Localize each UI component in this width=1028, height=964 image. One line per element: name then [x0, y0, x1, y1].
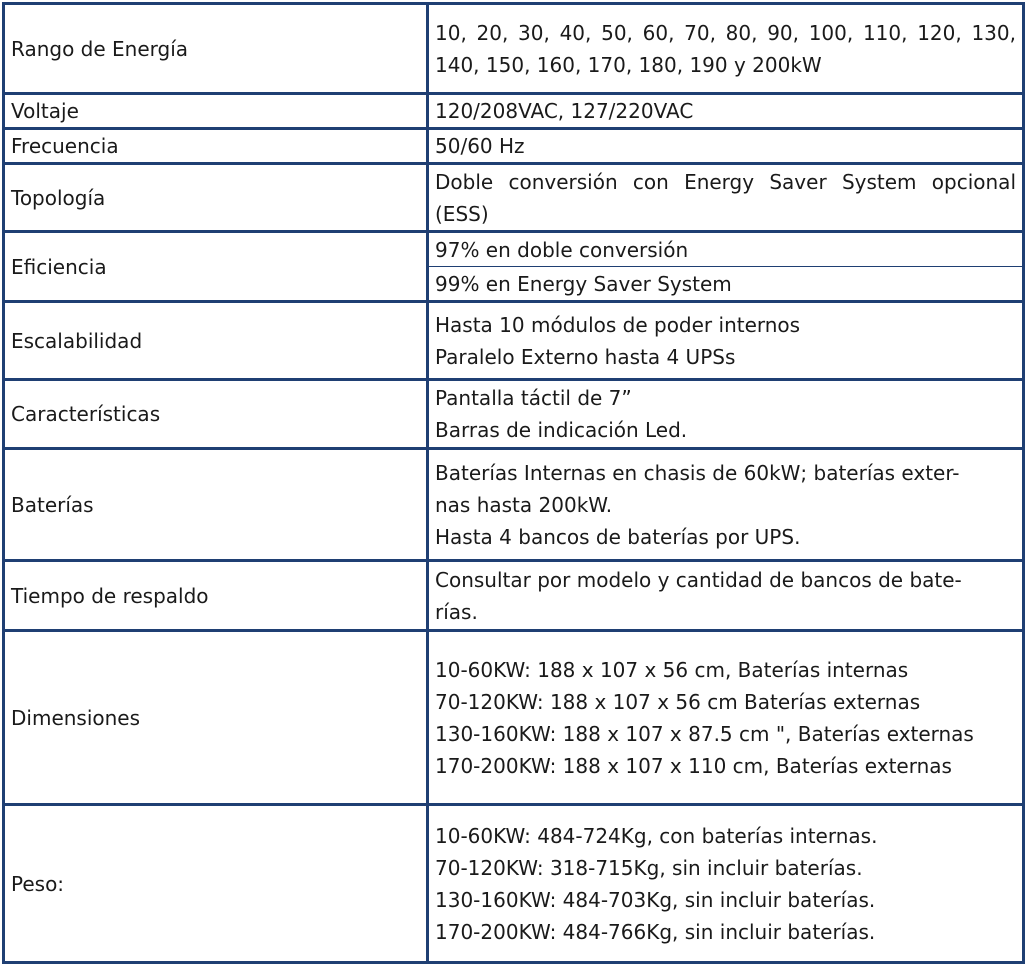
row-label: Topología — [4, 164, 428, 232]
value-line: Barras de indicación Led. — [435, 418, 688, 442]
row-label: Escalabilidad — [4, 302, 428, 380]
row-label: Frecuencia — [4, 129, 428, 164]
value-line: 70-120KW: 188 x 107 x 56 cm Baterías externas — [435, 689, 921, 714]
row-label: Eficiencia — [4, 232, 428, 302]
value-line: 70-120KW: 318-715Kg, sin incluir baterías. — [435, 855, 863, 880]
row-value: 99% en Energy Saver System — [428, 267, 1024, 302]
row-value — [428, 805, 1024, 963]
row-value — [428, 380, 1024, 449]
value-line: 130-160KW: 484-703Kg, sin incluir baterías. — [435, 887, 876, 912]
value-line: 170-200KW: 188 x 107 x 110 cm, Baterías externas — [435, 753, 952, 778]
row-label: Rango de Energía — [4, 4, 428, 94]
row-value: 10, 20, 30, 40, 50, 60, 70, 80, 90, 100, 110, 120, 130, 140, 150, 160, 170, 180, 190 y 200kW — [428, 4, 1024, 94]
row-label: Voltaje — [4, 94, 428, 129]
table-row-rango — [4, 4, 1024, 94]
table-row-dimensiones — [4, 631, 1024, 805]
value-line: 130-160KW: 188 x 107 x 87.5 cm ", Baterías externas — [435, 721, 974, 746]
row-value: 50/60 Hz — [428, 129, 1024, 164]
table-row-escalabilidad — [4, 302, 1024, 380]
row-value — [428, 449, 1024, 561]
table-row-tiempo-respaldo — [4, 561, 1024, 631]
row-label: Características — [4, 380, 428, 449]
value-line: Hasta 4 bancos de baterías por UPS. — [435, 524, 801, 549]
value-line: Consultar por modelo y cantidad de bancos de bate- — [435, 567, 962, 592]
value-line: rías. — [435, 599, 478, 624]
value-line: Pantalla táctil de 7” — [435, 386, 632, 410]
row-value — [428, 631, 1024, 805]
row-value: 97% en doble conversión — [428, 232, 1024, 267]
row-value — [428, 302, 1024, 380]
table-row-peso — [4, 805, 1024, 963]
value-line: Paralelo Externo hasta 4 UPSs — [435, 344, 736, 369]
row-value: Doble conversión con Energy Saver System opcional (ESS) — [428, 164, 1024, 232]
table-row-baterias — [4, 449, 1024, 561]
table-row-frecuencia — [4, 129, 1024, 164]
row-value — [428, 561, 1024, 631]
row-label: Dimensiones — [4, 631, 428, 805]
value-line: 170-200KW: 484-766Kg, sin incluir baterías. — [435, 919, 876, 944]
table-row-caracteristicas — [4, 380, 1024, 449]
row-label: Peso: — [4, 805, 428, 963]
value-line: 10-60KW: 484-724Kg, con baterías internas. — [435, 823, 878, 848]
value-line: Hasta 10 módulos de poder internos — [435, 312, 801, 337]
row-value: 120/208VAC, 127/220VAC — [428, 94, 1024, 129]
table-row-eficiencia-1 — [4, 232, 1024, 267]
row-label: Baterías — [4, 449, 428, 561]
value-line: 10-60KW: 188 x 107 x 56 cm, Baterías internas — [435, 657, 909, 682]
table-row-topologia — [4, 164, 1024, 232]
spec-table — [2, 2, 1025, 964]
value-line: nas hasta 200kW. — [435, 492, 613, 517]
value-line: Baterías Internas en chasis de 60kW; baterías exter- — [435, 460, 960, 485]
table-row-voltaje — [4, 94, 1024, 129]
row-label: Tiempo de respaldo — [4, 561, 428, 631]
